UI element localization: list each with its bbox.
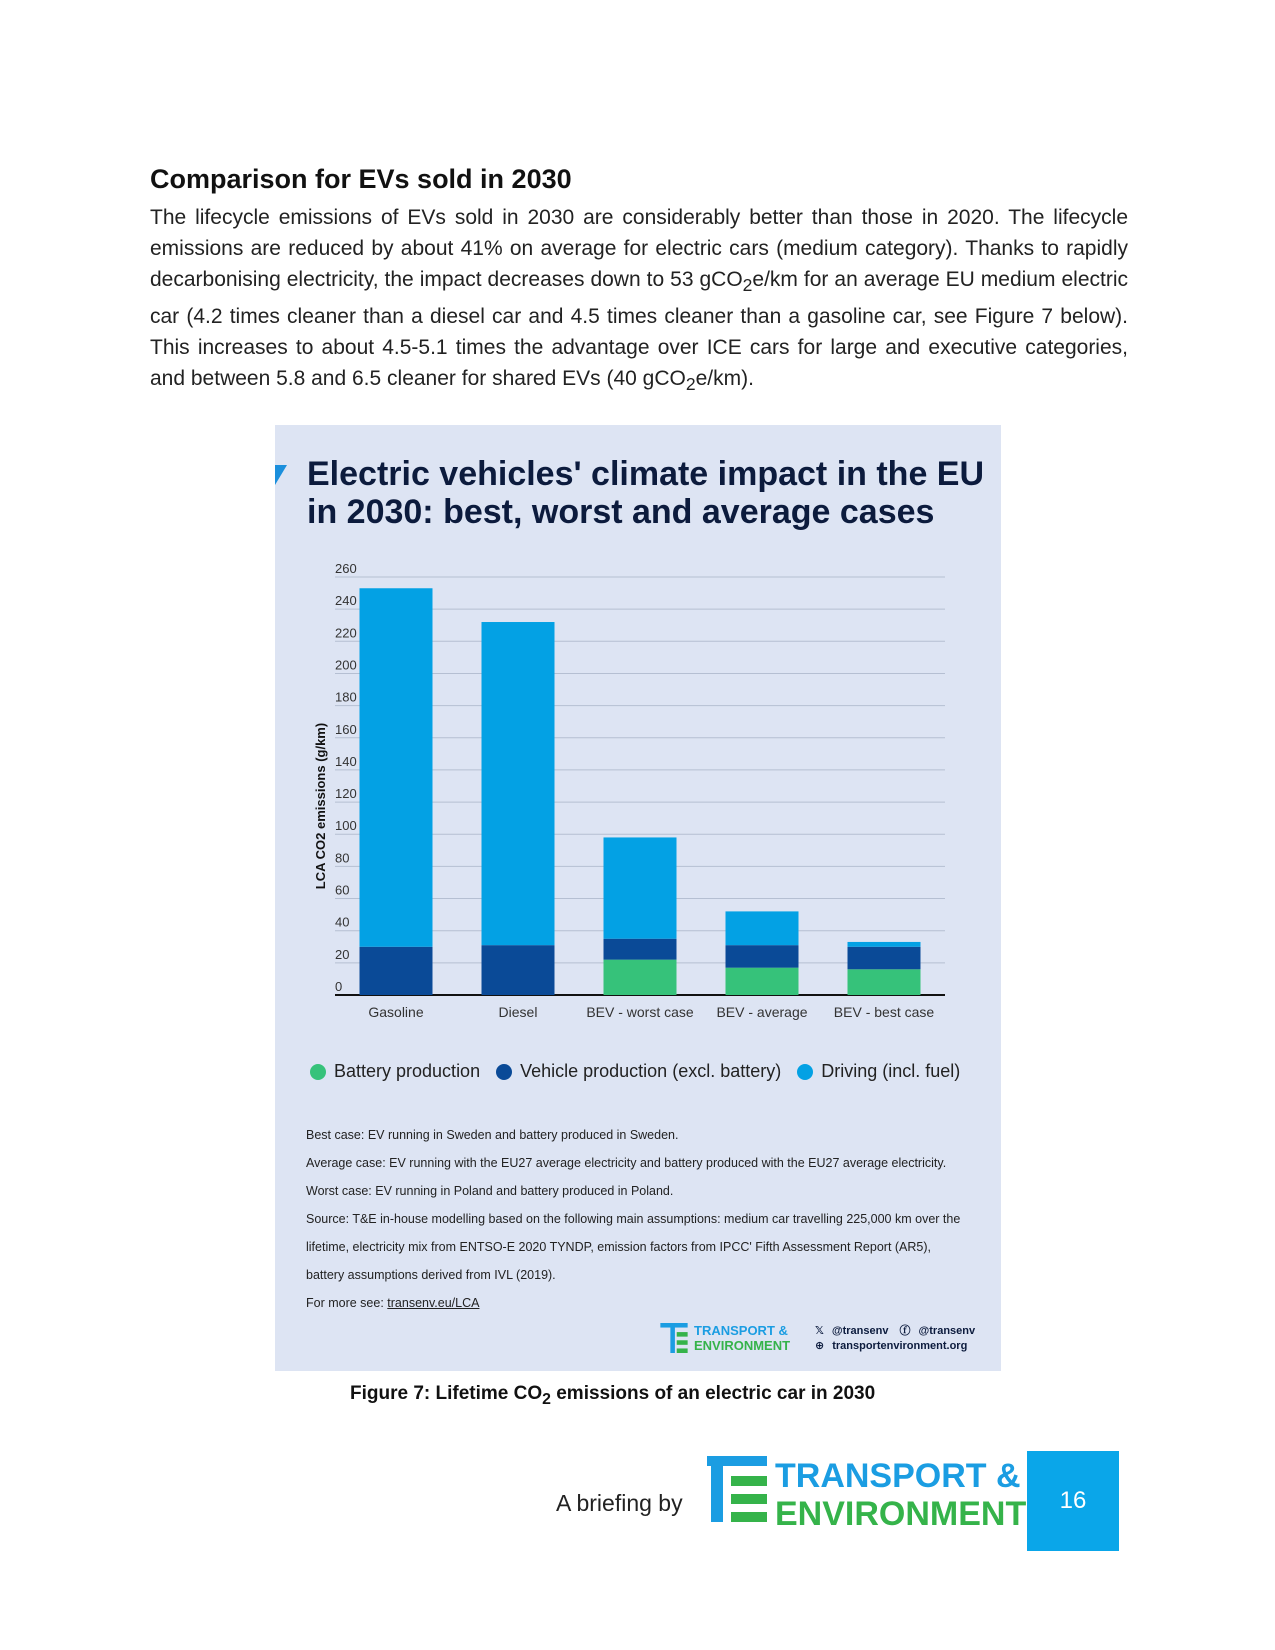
figure-infographic — [275, 425, 1001, 1371]
legend-swatch — [496, 1064, 512, 1080]
y-tick-label: 20 — [335, 946, 350, 962]
note-more — [306, 1289, 971, 1317]
briefing-label: A briefing by — [556, 1490, 683, 1516]
bar-segment — [604, 960, 677, 995]
subscript-2: 2 — [685, 374, 696, 395]
legend-item — [797, 1061, 960, 1082]
facebook-icon: ⓕ — [899, 1325, 911, 1337]
legend-swatch — [310, 1064, 326, 1080]
legend-label: Driving (incl. fuel) — [821, 1061, 961, 1081]
x-tick-label: BEV - average — [716, 1004, 808, 1020]
note-average-case: Average case: EV running with the EU27 average electricity and battery produced with the EU27 average electricity. — [306, 1156, 947, 1170]
note-worst-case: Worst case: EV running in Poland and battery produced in Poland. — [306, 1184, 674, 1198]
globe-icon: ⊕ — [815, 1340, 825, 1352]
figure-caption — [350, 1383, 875, 1409]
caption-pre: Figure 7: Lifetime CO — [350, 1383, 543, 1404]
section-heading: Comparison for EVs sold in 2030 — [150, 164, 572, 194]
figure-title: Electric vehicles' climate impact in the EU in 2030: best, worst and average cases — [307, 455, 985, 531]
bar-segment — [482, 622, 555, 945]
bar-segment — [604, 837, 677, 938]
twitter-icon: 𝕏 — [815, 1325, 824, 1337]
body-paragraph — [150, 202, 1128, 400]
bar-segment — [360, 588, 433, 947]
bar-segment — [848, 969, 921, 995]
x-tick-label: BEV - worst case — [586, 1004, 694, 1020]
website-link[interactable]: transportenvironment.org — [832, 1340, 968, 1352]
legend-item — [496, 1061, 781, 1082]
y-tick-label: 200 — [335, 657, 357, 673]
paragraph-part-3: e/km). — [695, 367, 754, 391]
y-tick-label: 100 — [335, 818, 357, 834]
paragraph-part-2: e/km for an average EU medium electric car (4.2 times cleaner than a diesel car and 4.5 times cleaner than a gasoline car, see Figure 7 below). This increases to about 4.5-5.1 times the advantage over ICE cars for large and executive categories, and between 5.8 and 6.5 cleaner for shared EVs (40 gCO — [150, 268, 1128, 391]
y-tick-label: 160 — [335, 721, 357, 737]
te-logo-icon — [659, 1323, 689, 1353]
y-tick-label: 260 — [335, 561, 357, 576]
y-tick-label: 80 — [335, 850, 350, 866]
x-tick-label: Diesel — [498, 1004, 538, 1020]
bar-segment — [848, 947, 921, 970]
bar-segment — [726, 945, 799, 968]
figure-te-logo — [659, 1323, 790, 1353]
note-best-case: Best case: EV running in Sweden and battery produced in Sweden. — [306, 1128, 679, 1142]
y-tick-label: 180 — [335, 689, 357, 705]
y-tick-label: 220 — [335, 625, 357, 641]
bar-segment — [726, 911, 799, 945]
bar-chart — [275, 425, 1001, 1055]
te-logo-text — [775, 1457, 1026, 1533]
x-tick-label: Gasoline — [368, 1004, 424, 1020]
logo-line1: TRANSPORT & — [775, 1457, 1021, 1495]
bar-segment — [482, 945, 555, 995]
figure-logo-line1: TRANSPORT & — [694, 1323, 788, 1338]
caption-subscript: 2 — [542, 1390, 551, 1408]
legend-item — [310, 1061, 480, 1082]
caption-post: emissions of an electric car in 2030 — [550, 1383, 876, 1404]
te-logo-icon — [707, 1456, 767, 1522]
y-tick-label: 240 — [335, 593, 357, 609]
facebook-handle[interactable]: @transenv — [918, 1325, 976, 1337]
x-tick-label: BEV - best case — [833, 1004, 935, 1020]
more-prefix: For more see: — [306, 1296, 388, 1310]
bar-segment — [360, 947, 433, 995]
bar-segment — [604, 939, 677, 960]
legend-label: Vehicle production (excl. battery) — [520, 1061, 782, 1081]
y-tick-label: 40 — [335, 914, 350, 930]
social-links — [815, 1324, 983, 1354]
y-axis-label: LCA CO2 emissions (g/km) — [313, 722, 328, 890]
y-tick-label: 140 — [335, 753, 357, 769]
page-number: 16 — [1027, 1451, 1119, 1551]
legend-swatch — [797, 1064, 813, 1080]
figure-notes — [306, 1121, 971, 1317]
note-source: Source: T&E in-house modelling based on the following main assumptions: medium car travelling 225,000 km over the lifetime, electricity mix from ENTSO-E 2020 TYNDP, emission factors from IPCC' Fifth Assessment Report (AR5), battery assumptions derived from IVL (2019). — [306, 1212, 961, 1282]
logo-line2: ENVIRONMENT — [775, 1495, 1027, 1533]
legend-label: Battery production — [334, 1061, 481, 1081]
subscript-2: 2 — [742, 275, 753, 296]
paragraph-part-1: The lifecycle emissions of EVs sold in 2030 are considerably better than those in 2020. The lifecycle emissions are reduced by about 41% on average for electric cars (medium category). Thanks to rapidly decarbonising electricity, the impact decreases down to 53 gCO — [150, 206, 1128, 291]
y-tick-label: 120 — [335, 786, 357, 802]
chart-legend — [310, 1061, 960, 1082]
figure-logo-line2: ENVIRONMENT — [694, 1338, 791, 1353]
bar-segment — [848, 942, 921, 947]
y-tick-label: 0 — [335, 979, 343, 994]
bar-segment — [726, 968, 799, 995]
twitter-handle[interactable]: @transenv — [831, 1325, 889, 1337]
y-tick-label: 60 — [335, 882, 350, 898]
more-link[interactable]: transenv.eu/LCA — [387, 1296, 480, 1310]
